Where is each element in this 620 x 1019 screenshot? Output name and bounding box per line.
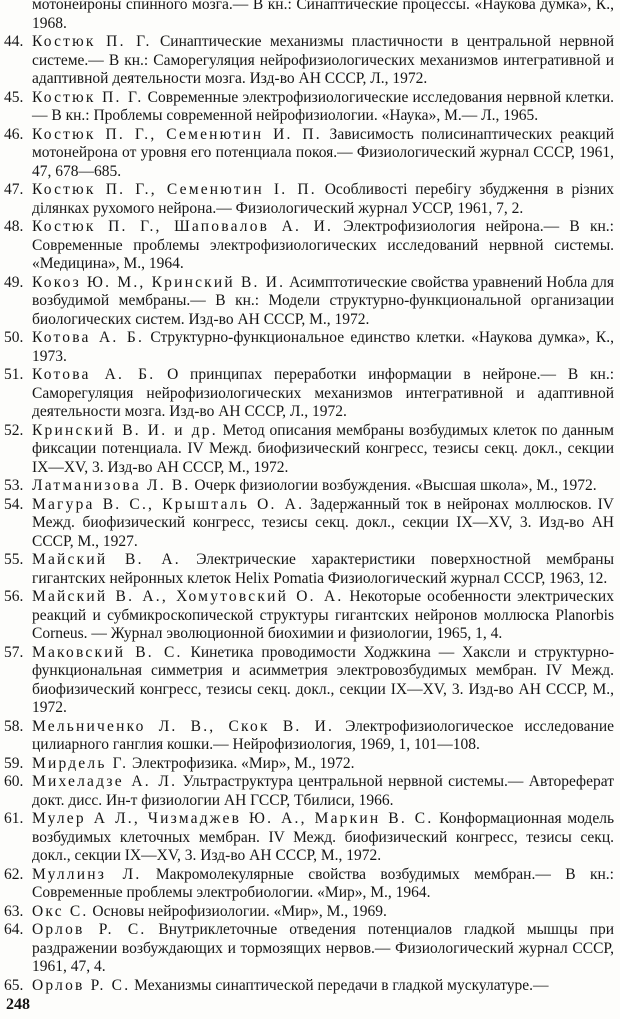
reference-text: Структурно-функциональное единство клетки. «Наукова думка», К., 1973.: [32, 329, 614, 365]
reference-entry: [4, 551, 614, 588]
reference-authors: Костюк П. Г.: [32, 88, 144, 106]
reference-body: [32, 477, 614, 496]
reference-entry: [4, 329, 614, 366]
reference-body: [4, 0, 614, 33]
reference-text: Кинетика проводимости Ходжкина — Хаксли и структурно-функциональная симметрия и асимметрия электровозбудимых мембран. IV Межд. биофизический конгресс, тезисы секц. докл., секции IX—XV, 3. Изд-во АН СССР, М., 1972.: [32, 643, 615, 716]
reference-authors: Костюк П. Г., Семенютин И. П.: [32, 125, 322, 143]
reference-entry: [4, 866, 614, 903]
reference-number: 55.: [4, 551, 24, 568]
reference-text: Внутриклеточные отведения потенциалов гладкой мышцы при раздражении возбуждающих и тормозящих нервов.— Физиологический журнал СССР, 1961, 47, 4.: [32, 921, 615, 975]
reference-body: [32, 718, 614, 755]
reference-entry: [4, 33, 614, 89]
reference-entry: [4, 274, 614, 330]
reference-number: 50.: [4, 329, 24, 346]
reference-text: Макромолекулярные свойства возбудимых мембран.— В кн.: Современные проблемы электробиологии. «Мир», М., 1964.: [32, 865, 614, 901]
reference-entry: [4, 718, 614, 755]
reference-authors: Михеладзе А. Л.: [32, 773, 178, 790]
reference-authors: Котова А. Б.: [32, 366, 156, 383]
reference-text: Электрофизиологическое исследование цилиарного ганглия кошки.— Нейрофизиология, 1969, 1, 101—108.: [32, 717, 615, 753]
reference-entry: [4, 921, 614, 977]
reference-text: Зависимость полисинаптических реакций мотонейрона от уровня его потенциала покоя.— Физиологический журнал СССР, 1961, 47, 678—685.: [32, 125, 614, 180]
reference-entry: [4, 810, 614, 866]
reference-authors: Майский В. А.: [32, 551, 181, 568]
reference-number: 51.: [4, 366, 24, 383]
reference-body: [32, 810, 614, 866]
reference-text: Электрофизика. «Мир», М., 1972.: [128, 754, 355, 772]
reference-authors: Мирдель Г.: [32, 754, 129, 772]
reference-entry: [4, 644, 614, 718]
reference-body: [32, 181, 614, 218]
reference-entry: [4, 181, 614, 218]
reference-body: [32, 218, 614, 274]
reference-number: 44.: [4, 33, 24, 50]
reference-authors: Маковский В. С.: [32, 643, 183, 661]
reference-text: Электрофизиология нейрона.— В кн.: Современные проблемы электрофизиологических исследований нервной системы. «Медицина», М., 1964.: [32, 218, 614, 272]
reference-authors: Муллинз Л.: [32, 865, 142, 883]
reference-body: [32, 755, 614, 774]
reference-number: 54.: [4, 495, 24, 513]
reference-entry: [4, 422, 614, 478]
reference-number: 65.: [4, 976, 24, 994]
reference-authors: Кокоз Ю. М., Кринский В. И.: [32, 273, 286, 291]
reference-number: 61.: [4, 810, 24, 827]
reference-body: [32, 496, 614, 552]
reference-entry: [4, 366, 614, 422]
reference-body: [32, 866, 614, 903]
reference-body: [32, 644, 614, 718]
reference-authors: Костюк П. Г.: [32, 33, 152, 50]
reference-body: [32, 903, 614, 922]
reference-number: 53.: [4, 477, 24, 494]
reference-number: 63.: [4, 902, 24, 920]
reference-body: [32, 773, 614, 810]
reference-authors: Костюк П. Г., Шаповалов А. И.: [32, 218, 334, 235]
reference-number: 46.: [4, 125, 24, 143]
reference-number: 60.: [4, 773, 24, 790]
reference-authors: Магура В. С., Крышталь О. А.: [32, 495, 305, 513]
reference-body: [32, 329, 614, 366]
reference-authors: Мулер А Л., Чизмаджев Ю. А., Маркин В. С.: [32, 810, 434, 827]
reference-authors: Майский В. А., Хомутовский О. А.: [32, 588, 344, 605]
reference-text: Механизмы синаптической передачи в гладкой мускулатуре.—: [130, 976, 549, 994]
reference-text: Очерк физиологии возбуждения. «Высшая школа», М., 1972.: [190, 477, 597, 494]
reference-number: 57.: [4, 643, 24, 661]
reference-entry: [4, 218, 614, 274]
reference-authors: Костюк П. Г., Семенютин І. П.: [32, 181, 317, 198]
reference-text: Некоторые особенности электрических реакций и субмикроскопической структуры гигантских нейронов моллюска Planorbis Corneus. — Журнал эволюционной биохимии и физиологии, 1965, 1, 4.: [32, 588, 614, 642]
reference-text: О принципах переработки информации в нейроне.— В кн.: Саморегуляция нейрофизиологических механизмов интегративной и адаптивной деятельности мозга. Изд-во АН СССР, Л., 1972.: [32, 366, 614, 420]
reference-body: [32, 551, 614, 588]
reference-number: 49.: [4, 273, 24, 291]
reference-list: [4, 0, 614, 995]
reference-body: [32, 366, 614, 422]
reference-body: [32, 977, 614, 996]
reference-number: 56.: [4, 588, 24, 605]
reference-number: 62.: [4, 865, 24, 883]
reference-entry: [4, 977, 614, 996]
reference-authors: Орлов Р. С.: [32, 976, 131, 994]
reference-entry: [4, 903, 614, 922]
reference-number: 59.: [4, 754, 24, 772]
reference-text: Особливості перебігу збудження в різних ділянках рухомого нейрона.— Физиологический журнал УССР, 1961, 7, 2.: [32, 181, 614, 217]
reference-number: 45.: [4, 88, 24, 106]
reference-entry: [4, 588, 614, 644]
reference-entry: [4, 89, 614, 126]
reference-text: Конформационная модель возбудимых клеточных мембран. IV Межд. биофизический конгресс, тезисы секц. докл., секции IX—XV, 3. Изд-во АН СССР, М., 1972.: [32, 810, 615, 864]
reference-number: 48.: [4, 218, 24, 235]
reference-entry: [4, 126, 614, 182]
reference-number: 64.: [4, 921, 24, 938]
reference-number: 58.: [4, 717, 24, 735]
reference-entry: [4, 0, 614, 33]
page-number: 248: [6, 996, 30, 1013]
reference-entry: [4, 477, 614, 496]
reference-body: [32, 33, 614, 89]
reference-text: Асимптотические свойства уравнений Нобла для возбудимой мембраны.— В кн.: Модели структурно-функциональной организации биологических систем. Изд-во АН СССР, М., 1972.: [32, 273, 614, 328]
reference-body: [32, 588, 614, 644]
reference-body: [32, 126, 614, 182]
reference-body: [32, 274, 614, 330]
reference-text: Задержанный ток в нейронах моллюсков. IV Межд. биофизический конгресс, тезисы секц. докл., секции IX—XV, 3. Изд-во АН СССР, М., 1927.: [32, 495, 614, 550]
reference-body: [32, 89, 614, 126]
reference-entry: [4, 496, 614, 552]
reference-text: Электрические характеристики поверхностной мембраны гигантских нейронных клеток Helix Pomatia Физиологический журнал СССР, 1963, 12.: [32, 551, 614, 587]
reference-text: мотонейроны спинного мозга.— В кн.: Синаптические процессы. «Наукова думка», К., 1968.: [32, 0, 614, 32]
reference-body: [32, 921, 614, 977]
reference-authors: Мельниченко Л. В., Скок В. И.: [32, 717, 335, 735]
reference-authors: Котова А. Б.: [32, 329, 145, 346]
reference-text: Ультраструктура центральной нервной системы.— Автореферат докт. дисс. Ин-т физиологии АН ГССР, Тбилиси, 1966.: [32, 773, 614, 809]
reference-text: Синаптические механизмы пластичности в центральной нервной системе.— В кн.: Саморегуляция нейрофизиологических механизмов интегративной и адаптивной деятельности мозга. Изд-во АН СССР, Л., 1972.: [32, 33, 614, 87]
reference-number: 47.: [4, 181, 24, 198]
reference-authors: Окс С.: [32, 902, 89, 920]
reference-number: 52.: [4, 421, 24, 439]
reference-text: Основы нейрофизиологии. «Мир», М., 1969.: [88, 902, 387, 920]
reference-text: Современные электрофизиологические исследования нервной клетки.— В кн.: Проблемы современной нейрофизиологии. «Наука», М.— Л., 1965.: [32, 88, 614, 124]
reference-entry: [4, 755, 614, 774]
reference-entry: [4, 773, 614, 810]
reference-authors: Латманизова Л. В.: [32, 477, 191, 494]
reference-text: Метод описания мембраны возбудимых клеток по данным фиксации потенциала. IV Межд. биофизический конгресс, тезисы секц. докл., секции IX—XV, 3. Изд-во АН СССР, М., 1972.: [32, 421, 614, 476]
reference-body: [32, 422, 614, 478]
reference-authors: Орлов Р. С.: [32, 921, 147, 938]
reference-authors: Кринский В. И. и др.: [32, 421, 218, 439]
